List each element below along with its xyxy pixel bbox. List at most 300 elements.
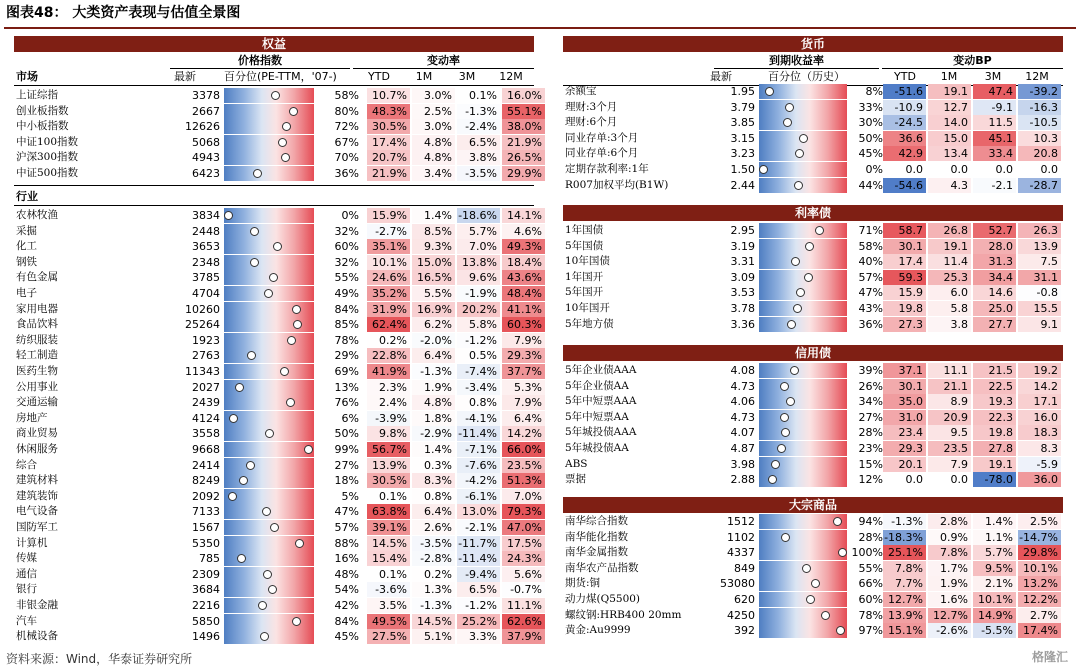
row-percentile: 32% — [334, 255, 359, 269]
percentile-marker — [235, 383, 244, 392]
change-m12: 26.3 — [1018, 223, 1061, 238]
table-row — [563, 84, 1063, 99]
percentile-marker — [292, 617, 301, 626]
row-percentile: 78% — [858, 608, 883, 622]
change-m12: 37.9% — [502, 629, 545, 644]
percentile-marker — [804, 273, 813, 282]
table-row — [14, 504, 542, 519]
col-3m: 3M — [458, 70, 476, 83]
commodity-section-header: 大宗商品 — [563, 497, 1063, 513]
change-m3: 0.5% — [457, 348, 500, 363]
row-latest: 9668 — [192, 443, 220, 456]
row-name: 银行 — [16, 583, 37, 596]
change-m1: 23.5 — [928, 441, 971, 456]
percentile-marker — [250, 258, 259, 267]
change-ytd: 9.8% — [367, 426, 410, 441]
row-name: 国防军工 — [16, 521, 58, 533]
change-m3: 25.2% — [457, 614, 500, 629]
change-ytd: 20.1 — [883, 457, 926, 472]
change-m1: 2.8% — [928, 514, 971, 529]
row-latest: 3785 — [192, 271, 220, 285]
change-m12: 26.5% — [502, 150, 545, 165]
change-m1: 8.3% — [412, 473, 455, 488]
table-row — [563, 514, 1063, 529]
table-row — [14, 458, 542, 473]
change-m3: 27.7 — [973, 317, 1016, 332]
percentile-bar — [759, 254, 847, 269]
percentile-marker — [228, 492, 237, 501]
change-m12: 10.1% — [1018, 561, 1061, 576]
change-ytd: 31.9% — [367, 302, 410, 317]
change-m12: 7.9% — [502, 333, 545, 348]
row-name: 同业存单:3个月 — [565, 131, 639, 144]
row-name: 期货:铜 — [565, 577, 601, 590]
change-m12: 18.4% — [502, 255, 545, 270]
change-m3: 21.5 — [973, 363, 1016, 378]
change-m12: 31.1 — [1018, 270, 1061, 285]
row-percentile: 36% — [858, 317, 883, 331]
change-m3: 2.1% — [973, 576, 1016, 591]
table-row — [563, 457, 1063, 472]
percentile-bar — [224, 255, 314, 270]
row-name: 5年地方债 — [565, 317, 614, 330]
row-percentile: 16% — [334, 552, 359, 566]
change-m12: 49.3% — [502, 239, 545, 254]
table-row — [14, 426, 542, 441]
change-ytd: 30.5% — [367, 119, 410, 134]
change-m3: 9.5% — [973, 561, 1016, 576]
change-m1: 12.7% — [928, 608, 971, 623]
change-m1: 0.0 — [950, 163, 968, 176]
change-m12: -14.7% — [1018, 530, 1061, 545]
change-m1: 2.6% — [412, 520, 455, 535]
change-m1: 8.5% — [412, 224, 455, 239]
percentile-bar — [759, 115, 847, 130]
change-ytd: 0.0 — [905, 163, 923, 176]
row-name: 采掘 — [16, 224, 37, 237]
table-row — [563, 115, 1063, 130]
row-percentile: 55% — [334, 271, 359, 285]
percentile-bar — [759, 608, 847, 623]
change-ytd: 17.4% — [367, 135, 410, 150]
percentile-bar — [759, 425, 847, 440]
percentile-marker — [265, 429, 274, 438]
change-m3: 22.5 — [973, 379, 1016, 394]
percentile-marker — [286, 398, 295, 407]
row-latest: 2348 — [192, 255, 220, 269]
row-name: 电气设备 — [16, 505, 58, 518]
bp-change-header: 变动BP — [882, 53, 1063, 69]
change-ytd: 36.6 — [883, 131, 926, 146]
change-m1: 0.9% — [928, 530, 971, 545]
percentile-marker — [273, 242, 282, 251]
change-m1: 3.4% — [412, 166, 455, 181]
row-percentile: 49% — [334, 287, 359, 300]
table-row — [563, 162, 1063, 177]
page-title: 图表48： 大类资产表现与估值全景图 — [6, 5, 241, 21]
row-latest: 2027 — [192, 380, 220, 394]
source-note: 资料来源：Wind，华泰证券研究所 — [6, 652, 193, 666]
row-name: 商业贸易 — [16, 427, 58, 440]
change-m3: -1.2% — [457, 333, 500, 348]
change-m3: -11.4% — [457, 426, 500, 441]
row-percentile: 54% — [334, 583, 359, 597]
row-name: ABS — [565, 457, 588, 470]
change-m1: 6.4% — [412, 504, 455, 519]
change-m3: 6.5% — [457, 582, 500, 597]
change-ytd: -2.7% — [367, 224, 410, 239]
row-latest: 2448 — [192, 224, 220, 238]
row-latest: 4.73 — [730, 379, 755, 393]
row-name: 通信 — [16, 567, 37, 580]
change-m3: 3.3% — [457, 629, 500, 644]
change-m3: 1.1% — [973, 530, 1016, 545]
change-m12: 16.0 — [1018, 410, 1061, 425]
col-market: 市场 — [16, 70, 38, 83]
percentile-marker — [794, 181, 803, 190]
row-percentile: 85% — [334, 318, 359, 332]
row-name: 非银金融 — [16, 599, 58, 611]
percentile-bar — [759, 530, 847, 545]
row-percentile: 23% — [858, 442, 883, 455]
change-m12: -16.3 — [1018, 100, 1061, 115]
change-m3: 34.4 — [973, 270, 1016, 285]
table-row — [563, 623, 1063, 638]
percentile-marker — [793, 304, 802, 313]
change-ytd: 0.2% — [367, 333, 410, 348]
row-percentile: 70% — [334, 151, 359, 165]
percentile-bar — [759, 576, 847, 591]
percentile-bar — [224, 150, 314, 165]
change-m1: 1.4% — [412, 208, 455, 223]
percentile-bar — [759, 410, 847, 425]
change-m1: 6.0 — [928, 285, 971, 300]
change-m1: 7.9 — [928, 457, 971, 472]
row-latest: 3.15 — [730, 131, 755, 145]
change-ytd: -54.6 — [883, 178, 926, 193]
row-latest: 1496 — [192, 630, 220, 644]
row-name: 房地产 — [16, 411, 48, 424]
change-ytd: 21.9% — [367, 166, 410, 181]
change-m1: 1.9% — [928, 576, 971, 591]
change-m1: 13.4 — [928, 146, 971, 161]
change-m1: 14.5% — [412, 614, 455, 629]
change-ytd: 2.3% — [367, 380, 410, 395]
change-m12: 9.1 — [1018, 317, 1061, 332]
row-latest: 2439 — [192, 396, 220, 410]
change-ytd: -24.5 — [883, 115, 926, 130]
change-m12: 62.6% — [502, 614, 545, 629]
change-ytd: -51.6 — [883, 84, 926, 99]
change-m1: -2.6% — [928, 623, 971, 638]
table-row — [14, 270, 542, 285]
row-latest: 3.19 — [730, 239, 755, 253]
percentile-bar — [224, 489, 314, 504]
change-m12: 4.6% — [502, 224, 545, 239]
change-m1: 19.1 — [928, 84, 971, 99]
row-name: 黄金:Au9999 — [565, 624, 631, 637]
change-ytd: 35.0 — [883, 394, 926, 409]
row-latest: 4.08 — [730, 364, 755, 377]
change-m12: 55.1% — [502, 104, 545, 119]
change-m3: -2.1% — [457, 520, 500, 535]
credit-section-header: 信用债 — [563, 345, 1063, 361]
change-m1: -3.5% — [412, 536, 455, 551]
col-3m-r: 3M — [984, 70, 1002, 83]
row-latest: 1923 — [192, 333, 220, 347]
percentile-bar — [759, 301, 847, 316]
row-percentile: 47% — [858, 286, 883, 300]
percentile-marker — [246, 461, 255, 470]
row-name: 家用电器 — [16, 302, 58, 315]
change-m12: 29.9% — [502, 166, 545, 181]
table-row — [563, 178, 1063, 193]
row-percentile: 88% — [334, 536, 359, 550]
table-row — [14, 88, 542, 103]
percentile-bar — [224, 629, 314, 644]
change-m1: 5.8 — [928, 301, 971, 316]
percentile-marker — [781, 533, 790, 542]
change-m3: 19.8 — [973, 425, 1016, 440]
change-m1: 0.3% — [412, 458, 455, 473]
price-index-header: 价格指数 — [170, 53, 350, 69]
row-percentile: 28% — [858, 426, 883, 440]
change-m12: 29.3% — [502, 348, 545, 363]
row-name: 有色金属 — [16, 271, 58, 284]
col-ytd: YTD — [368, 70, 390, 83]
table-row — [563, 425, 1063, 440]
row-latest: 2763 — [192, 349, 220, 363]
change-m12: 41.1% — [502, 302, 545, 317]
table-row — [563, 592, 1063, 607]
row-name: 南华综合指数 — [565, 515, 628, 527]
change-m1: 16.5% — [412, 270, 455, 285]
row-name: 10年国债 — [565, 255, 610, 268]
change-m12: 24.3% — [502, 551, 545, 566]
row-percentile: 100% — [851, 546, 883, 560]
change-m12: 6.4% — [502, 411, 545, 426]
row-latest: 4.07 — [730, 426, 755, 440]
row-latest: 3.31 — [730, 255, 755, 269]
change-m3: -4.2% — [457, 473, 500, 488]
col-ytd-r: YTD — [894, 70, 916, 83]
change-m3: 3.8% — [457, 150, 500, 165]
row-name: 理财:3个月 — [565, 100, 618, 113]
row-name: 中证500指数 — [16, 167, 79, 179]
table-row — [14, 224, 542, 239]
table-row — [563, 239, 1063, 254]
change-m3: 13.0% — [457, 504, 500, 519]
row-latest: 3558 — [192, 427, 220, 441]
change-m3: 0.1% — [457, 88, 500, 103]
row-percentile: 84% — [334, 302, 359, 316]
change-m12: 14.1% — [502, 208, 545, 223]
row-latest: 2309 — [192, 567, 220, 581]
col-latest: 最新 — [174, 70, 196, 83]
row-percentile: 58% — [334, 89, 359, 102]
change-m3: 45.1 — [973, 131, 1016, 146]
change-m12: -39.2 — [1018, 84, 1061, 99]
percentile-marker — [836, 626, 845, 635]
percentile-bar — [759, 363, 847, 378]
row-name: 5年国开 — [565, 286, 604, 299]
percentile-bar — [759, 623, 847, 638]
watermark: 格隆汇 — [1031, 650, 1068, 664]
change-m12: 10.3 — [1018, 131, 1061, 146]
change-m12: 21.9% — [502, 135, 545, 150]
change-m1: 1.8% — [412, 411, 455, 426]
change-m1: 8.9 — [928, 394, 971, 409]
row-name: 轻工制造 — [16, 349, 58, 362]
table-row — [563, 394, 1063, 409]
change-m1: 21.1 — [928, 379, 971, 394]
change-m12: 0.0 — [1040, 163, 1058, 176]
percentile-marker — [224, 211, 233, 220]
row-name: 5年企业债AAA — [565, 364, 637, 376]
rates-section-header: 利率债 — [563, 205, 1063, 221]
percentile-marker — [790, 366, 799, 375]
change-m3: 0.8% — [457, 395, 500, 410]
change-m3: 5.7% — [973, 545, 1016, 560]
row-percentile: 29% — [334, 349, 359, 363]
change-ytd: -18.3% — [883, 530, 926, 545]
row-latest: 3.09 — [730, 270, 755, 284]
change-ytd: 2.4% — [367, 395, 410, 410]
change-m12: -5.9 — [1018, 457, 1061, 472]
row-percentile: 0% — [341, 209, 359, 222]
row-percentile: 60% — [858, 593, 883, 606]
change-ytd: 17.4 — [883, 254, 926, 269]
change-m3: 19.1 — [973, 457, 1016, 472]
percentile-marker — [786, 397, 795, 406]
row-percentile: 78% — [334, 333, 359, 347]
row-percentile: 60% — [334, 240, 359, 254]
row-name: 电子 — [16, 287, 37, 299]
change-m1: 15.0% — [412, 255, 455, 270]
percentile-marker — [759, 165, 768, 174]
change-m12: 2.7% — [1018, 608, 1061, 623]
change-m12: 12.2% — [1018, 592, 1061, 607]
table-row — [563, 317, 1063, 332]
change-ytd: 22.8% — [367, 348, 410, 363]
change-m1: 1.6% — [928, 592, 971, 607]
row-latest: 2414 — [192, 458, 220, 472]
change-m3: 31.3 — [973, 254, 1016, 269]
row-percentile: 99% — [334, 443, 359, 456]
row-latest: 4704 — [192, 287, 220, 300]
row-latest: 4943 — [192, 151, 220, 165]
change-m1: 0.8% — [412, 489, 455, 504]
percentile-bar — [224, 104, 314, 119]
percentile-marker — [239, 476, 248, 485]
row-percentile: 43% — [858, 302, 883, 315]
row-name: 公用事业 — [16, 380, 58, 393]
row-latest: 4337 — [727, 546, 755, 560]
row-percentile: 36% — [334, 167, 359, 180]
row-name: 理财:6个月 — [565, 116, 618, 129]
money-section-header: 货币 — [563, 36, 1063, 52]
row-latest: 3.79 — [730, 100, 755, 114]
table-row — [563, 363, 1063, 378]
change-m1: 11.4 — [928, 254, 971, 269]
change-m12: 7.0% — [502, 489, 545, 504]
percentile-bar — [224, 395, 314, 410]
change-m3: -9.1 — [973, 100, 1016, 115]
change-m12: 47.0% — [502, 520, 545, 535]
market-separator — [14, 185, 534, 186]
table-row — [563, 441, 1063, 456]
change-m1: 3.8 — [928, 317, 971, 332]
row-percentile: 94% — [858, 515, 883, 528]
table-row — [563, 100, 1063, 115]
change-ytd: 62.4% — [367, 317, 410, 332]
percentile-marker — [278, 138, 287, 147]
percentile-marker — [821, 611, 830, 620]
change-m1: 6.2% — [412, 317, 455, 332]
row-latest: 11343 — [185, 365, 220, 378]
change-m1: 19.1 — [928, 239, 971, 254]
change-m1: -2.9% — [412, 426, 455, 441]
row-percentile: 71% — [858, 224, 883, 237]
table-row — [14, 567, 542, 582]
row-name: 余额宝 — [565, 85, 597, 97]
percentile-marker — [785, 103, 794, 112]
row-latest: 5350 — [192, 536, 220, 550]
change-m1: 20.9 — [928, 410, 971, 425]
row-percentile: 33% — [858, 100, 883, 114]
change-ytd: 24.6% — [367, 270, 410, 285]
row-name: 5年城投债AA — [565, 442, 629, 454]
row-percentile: 50% — [858, 131, 883, 145]
row-percentile: 8% — [865, 85, 883, 98]
percentile-bar — [224, 333, 314, 348]
change-m1: 6.4% — [412, 348, 455, 363]
table-row — [563, 608, 1063, 623]
change-m1: 4.8% — [412, 135, 455, 150]
row-latest: 1.50 — [730, 163, 755, 176]
change-m12: 2.5% — [1018, 514, 1061, 529]
change-m1: 12.7 — [928, 100, 971, 115]
row-percentile: 44% — [858, 178, 883, 192]
percentile-marker — [250, 227, 259, 236]
table-row — [14, 380, 542, 395]
row-percentile: 12% — [858, 473, 883, 487]
change-m3: -2.1 — [973, 178, 1016, 193]
change-ytd: 25.1% — [883, 545, 926, 560]
row-latest: 1102 — [727, 530, 755, 544]
row-latest: 25264 — [185, 318, 220, 332]
change-m1: -1.3% — [412, 364, 455, 379]
row-name: 机械设备 — [16, 630, 58, 643]
row-percentile: 45% — [334, 630, 359, 644]
percentile-bar — [759, 162, 847, 177]
change-m3: 10.1% — [973, 592, 1016, 607]
row-name: 10年国开 — [565, 302, 610, 314]
percentile-marker — [263, 570, 272, 579]
row-latest: 12626 — [185, 120, 220, 134]
row-latest: 2667 — [192, 104, 220, 118]
change-m3: -3.4% — [457, 380, 500, 395]
row-latest: 6423 — [192, 167, 220, 180]
row-percentile: 47% — [334, 505, 359, 519]
row-latest: 2.95 — [730, 224, 755, 237]
change-m3: -5.5% — [973, 623, 1016, 638]
row-latest: 1512 — [727, 515, 755, 528]
change-m12: -28.7 — [1018, 178, 1061, 193]
row-latest: 3378 — [192, 89, 220, 102]
change-m3: 20.2% — [457, 302, 500, 317]
percentile-marker — [295, 539, 304, 548]
